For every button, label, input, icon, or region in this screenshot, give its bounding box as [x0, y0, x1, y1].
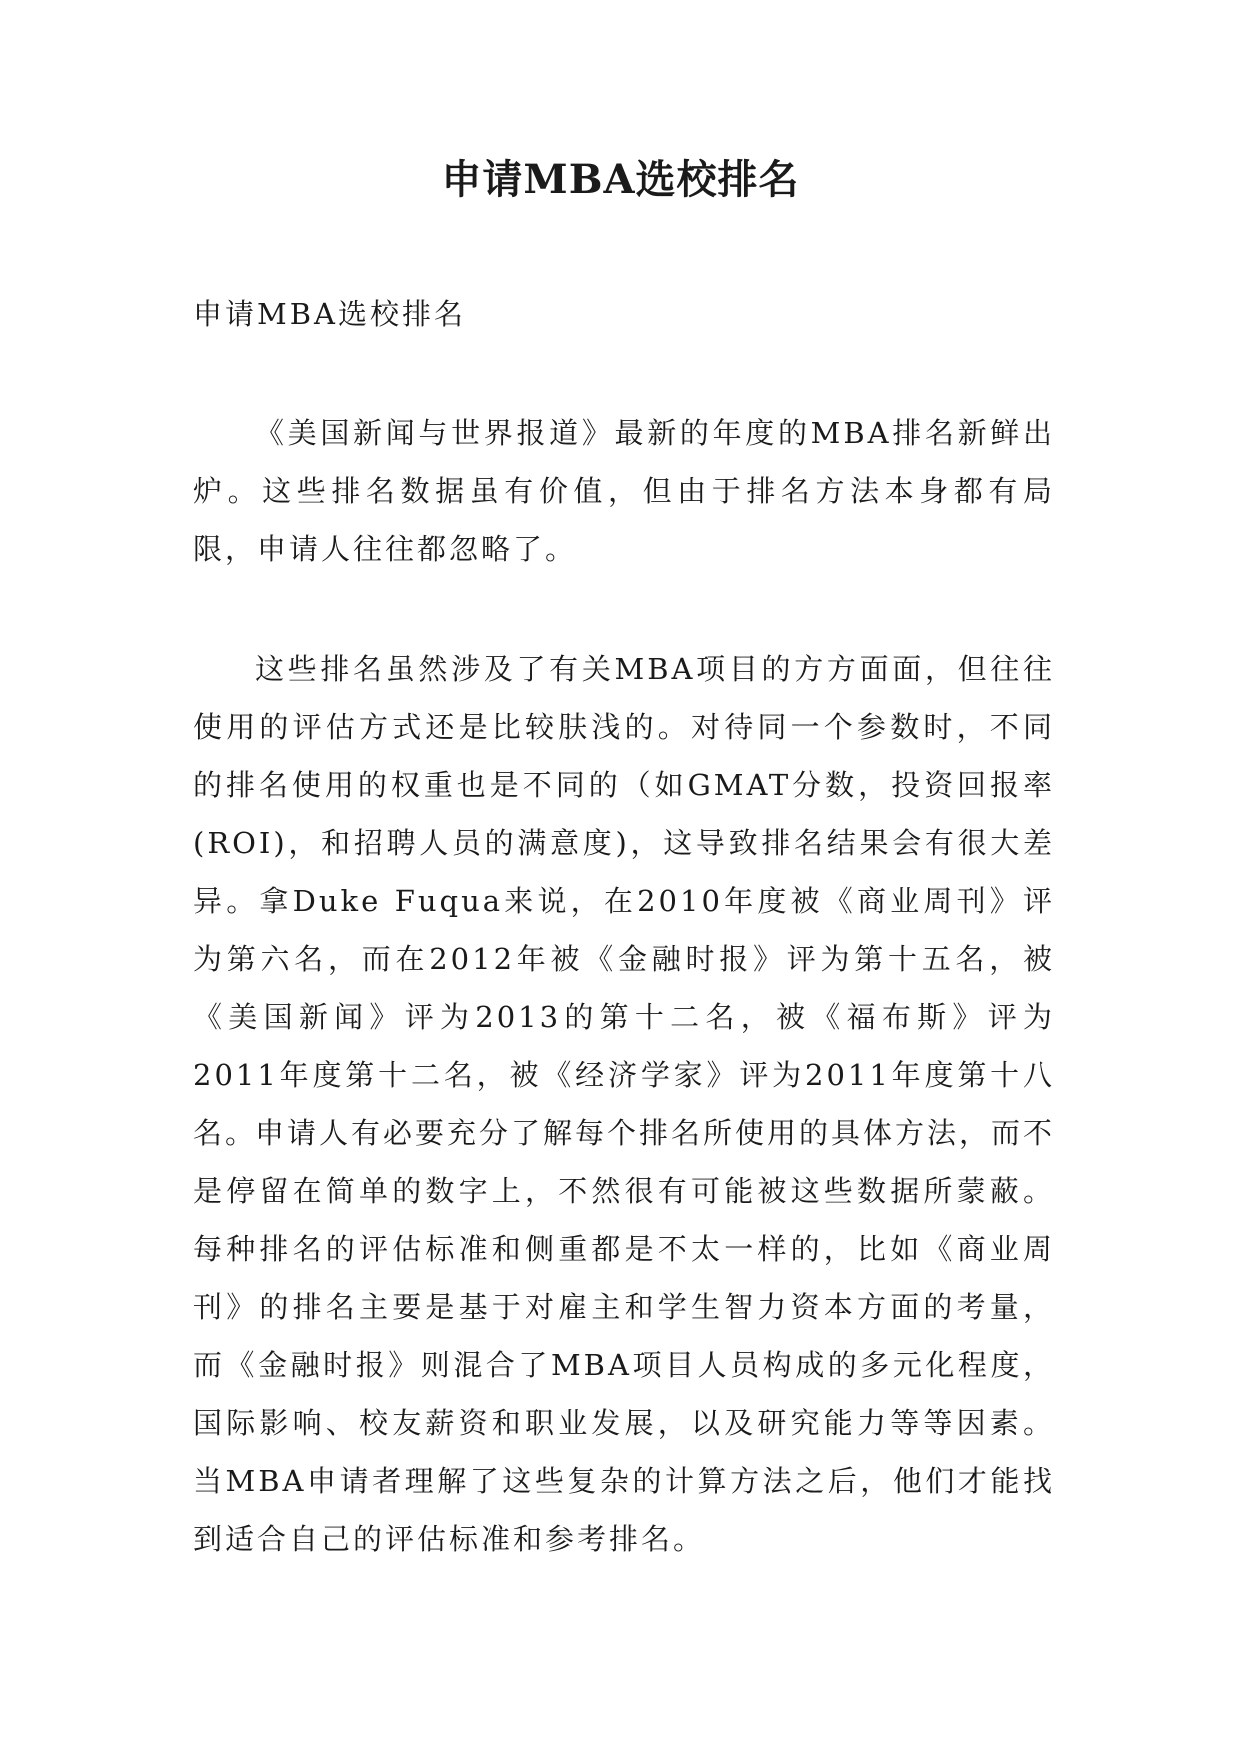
paragraph-3: 申请人有必要充分了解每个排名所使用的具体方法，而不是停留在简单的数字上，不然很有可能被这些数据所蒙蔽。每种排名的评估标准和侧重都是不太一样的，比如《商业周刊》的排名主要是基于对雇主和学生智力资本方面的考量，而《金融时报》则混合了MBA项目人员构成的多元化程度，国际影响、校友薪资和职业发展，以及研究能力等等因素。当MBA申请者理解了这些复杂的计算方法之后，他们才能找到适合自己的评估标准和参考排名。 [193, 1116, 1056, 1556]
paragraph-2: 这些排名虽然涉及了有关MBA项目的方方面面，但往往使用的评估方式还是比较肤浅的。对待同一个参数时，不同的排名使用的权重也是不同的（如GMAT分数，投资回报率(ROI)，和招聘人员的满意度)，这导致排名结果会有很大差异。拿Duke Fuqua来说，在2010年度被《商业周刊》评为第六名，而在2012年被《金融时报》评为第十五名，被《美国新闻》评为2013的第十二名，被《福布斯》评为2011年度第十二名，被《经济学家》评为2011年度第十八名。 [193, 652, 1055, 1150]
document-title: 申请MBA选校排名 [441, 156, 800, 203]
paragraph-1: 《美国新闻与世界报道》最新的年度的MBA排名新鲜出炉。这些排名数据虽有价值，但由于排名方法本身都有局限，申请人往往都忽略了。 [193, 416, 1055, 566]
document-subtitle: 申请MBA选校排名 [193, 297, 466, 331]
